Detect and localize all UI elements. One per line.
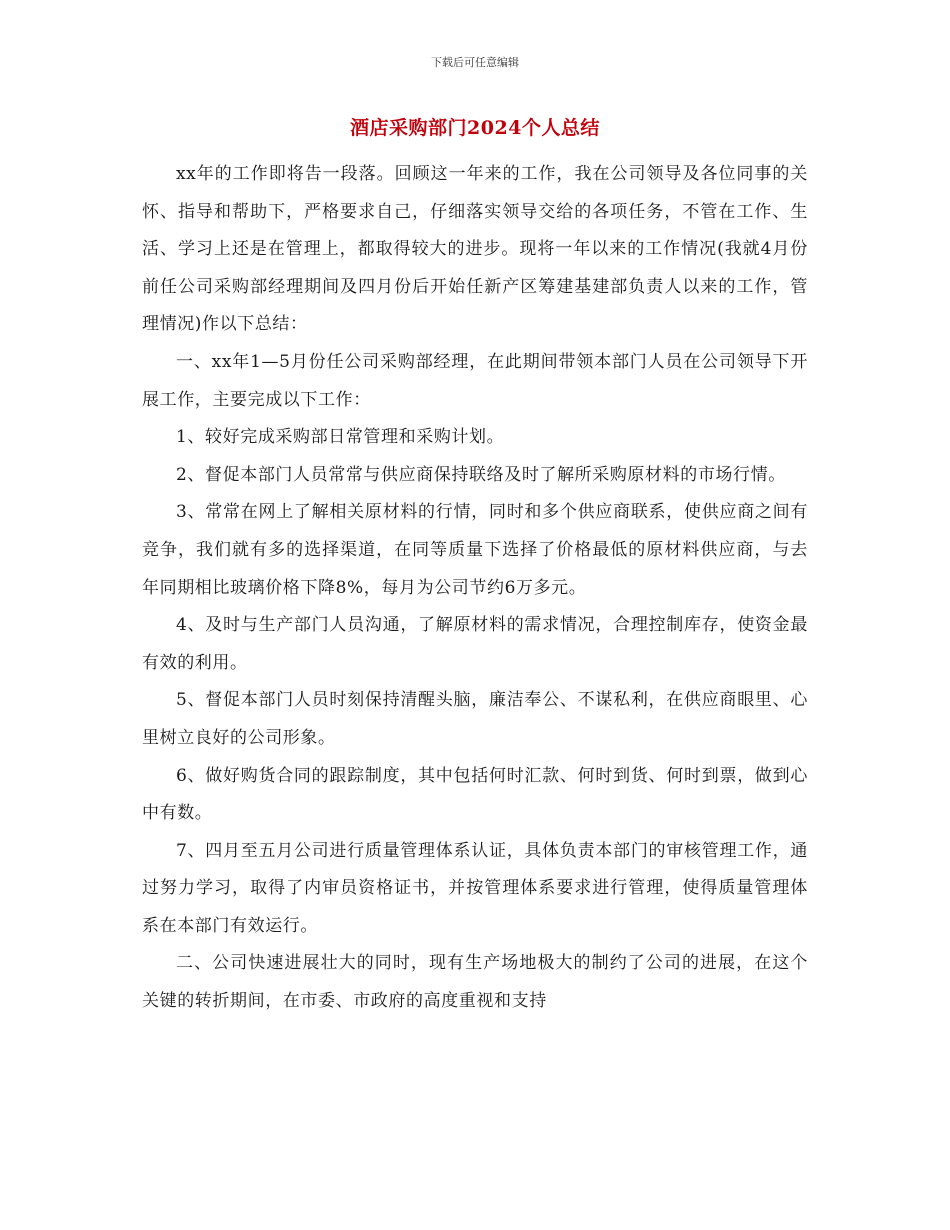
paragraph: 3、常常在网上了解相关原材料的行情，同时和多个供应商联系，使供应商之间有竞争，我们就有多的选择渠道，在同等质量下选择了价格最低的原材料供应商，与去年同期相比玻璃价格下降8%，每月为公司节约6万多元。	[142, 502, 808, 598]
paragraph: 二、公司快速进展壮大的同时，现有生产场地极大的制约了公司的进展，在这个关键的转折期间，在市委、市政府的高度重视和支持	[142, 953, 808, 1012]
document-title: 酒店采购部门2024个人总结	[350, 117, 600, 139]
paragraph: 6、做好购货合同的跟踪制度，其中包括何时汇款、何时到货、何时到票，做到心中有数。	[142, 765, 808, 824]
page-header: 下载后可任意编辑	[431, 56, 519, 69]
paragraph: xx年的工作即将告一段落。回顾这一年来的工作，我在公司领导及各位同事的关怀、指导和帮助下，严格要求自己，仔细落实领导交给的各项任务，不管在工作、生活、学习上还是在管理上，都取得较大的进步。现将一年以来的工作情况(我就4月份前任公司采购部经理期间及四月份后开始任新产区筹建基建部负责人以来的工作，管理情况)作以下总结：	[142, 164, 808, 335]
paragraph: 4、及时与生产部门人员沟通，了解原材料的需求情况，合理控制库存，使资金最有效的利用。	[142, 615, 808, 673]
document-body	[142, 156, 808, 1021]
paragraph: 2、督促本部门人员常常与供应商保持联络及时了解所采购原材料的市场行情。	[176, 464, 786, 485]
paragraph: 1、较好完成采购部日常管理和采购计划。	[176, 427, 505, 448]
paragraph: 7、四月至五月公司进行质量管理体系认证，具体负责本部门的审核管理工作，通过努力学习，取得了内审员资格证书，并按管理体系要求进行管理，使得质量管理体系在本部门有效运行。	[142, 840, 808, 936]
paragraph: 5、督促本部门人员时刻保持清醒头脑，廉洁奉公、不谋私利，在供应商眼里、心里树立良好的公司形象。	[142, 690, 808, 748]
paragraph: 一、xx年1—5月份任公司采购部经理，在此期间带领本部门人员在公司领导下开展工作，主要完成以下工作：	[142, 351, 808, 410]
